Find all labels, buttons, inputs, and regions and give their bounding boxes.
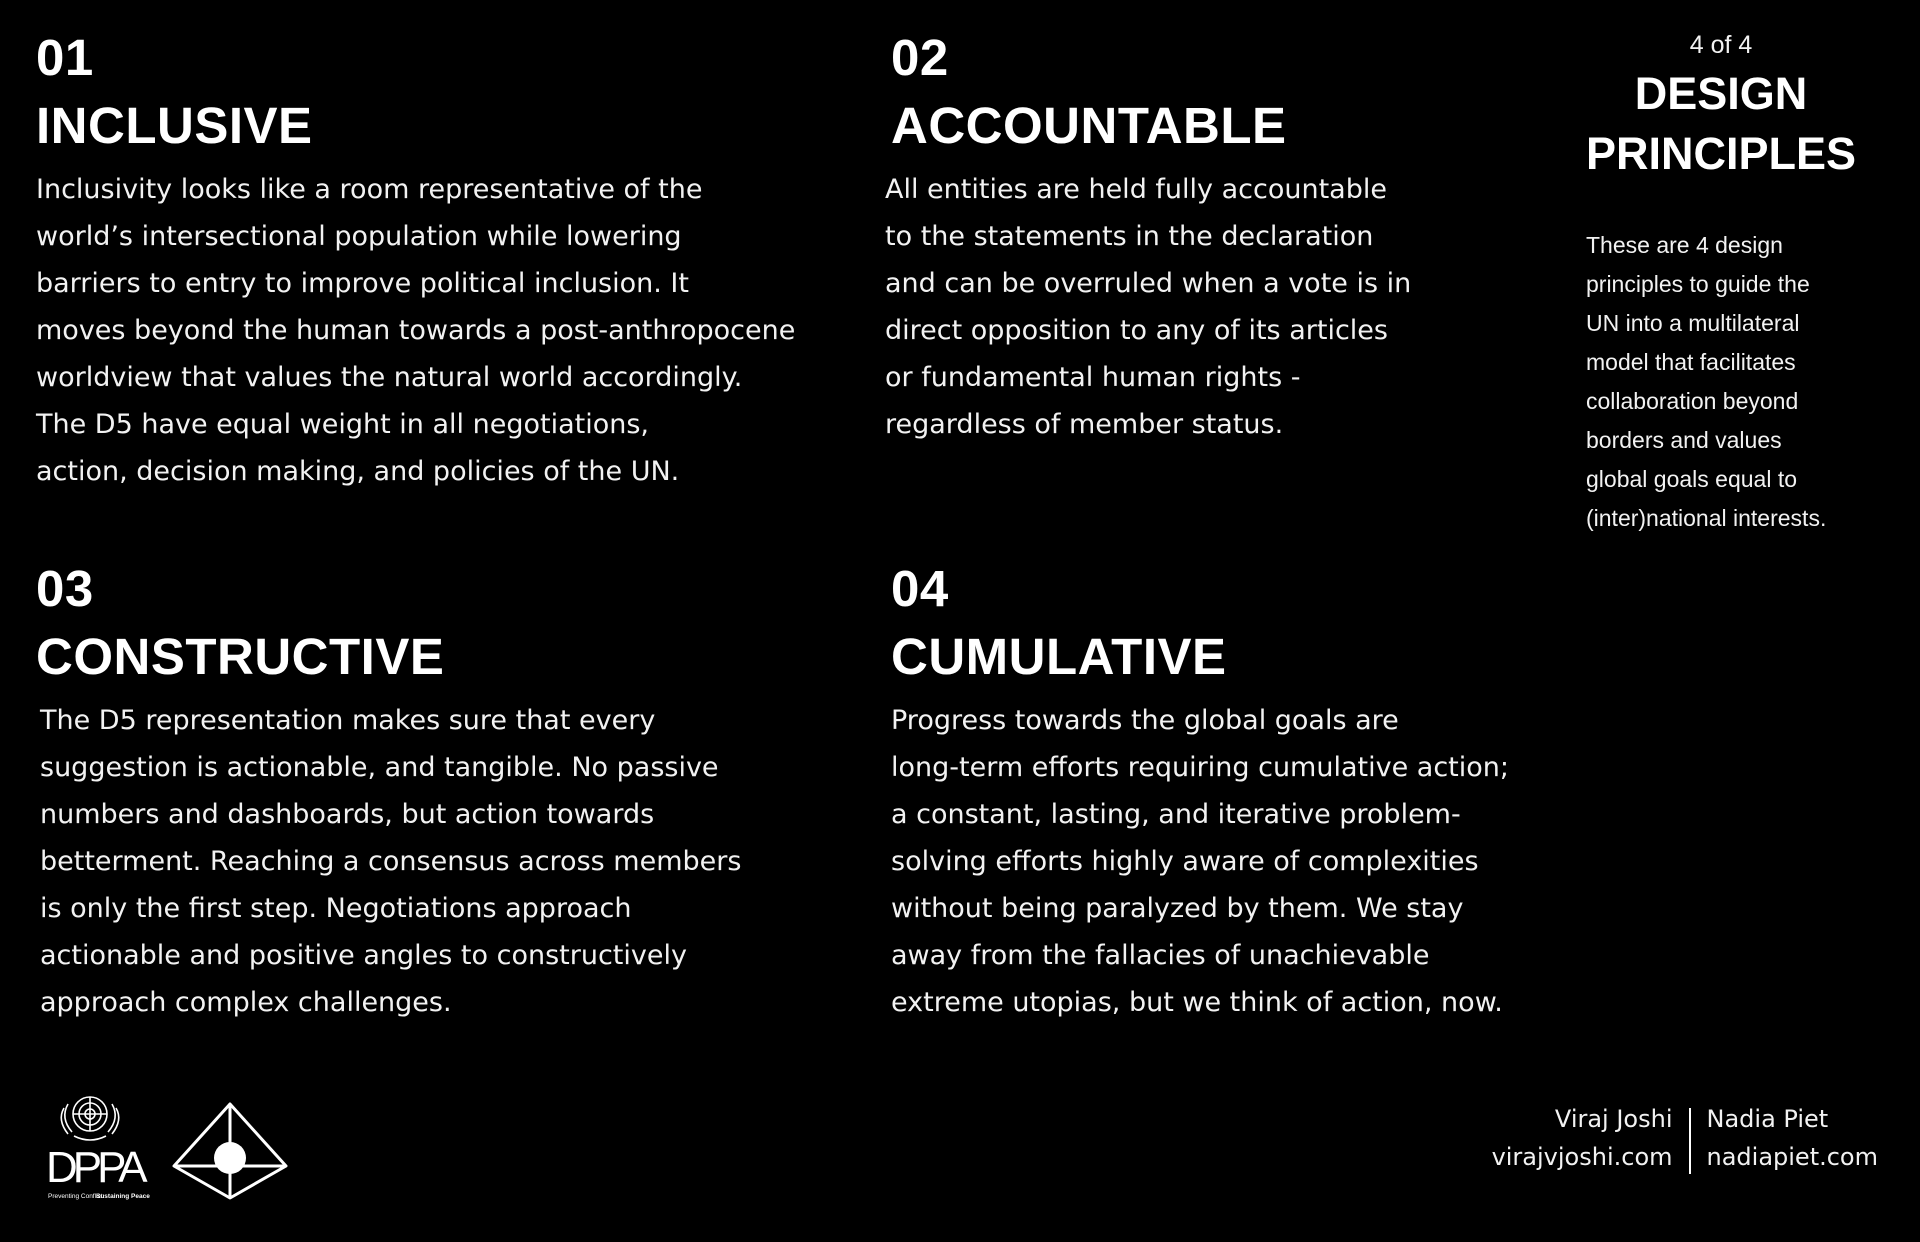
description-line: is only the first step. Negotiations approach [40,893,632,924]
sidebar-description-line: global goals equal to [1586,466,1797,492]
sidebar-description-line: borders and values [1586,427,1782,453]
principle-title: ACCOUNTABLE [891,97,1287,154]
description-line: and can be overruled when a vote is in [885,268,1412,299]
principle-cumulative [891,555,1509,1026]
description-line: numbers and dashboards, but action towards [40,799,655,830]
principle-inclusive [36,24,795,495]
sidebar-description-line: (inter)national interests. [1586,505,1827,531]
description-line: to the statements in the declaration [885,221,1374,252]
description-line: Inclusivity looks like a room representative of the [36,174,703,205]
principle-title: INCLUSIVE [36,97,313,154]
triangle-circle-icon [170,1100,290,1204]
dppa-logo [44,1140,150,1210]
principle-number: 02 [891,29,949,86]
page-count: 4 of 4 [1689,31,1753,59]
description-line: moves beyond the human towards a post-anthropocene [36,315,796,346]
author-name: Nadia Piet [1706,1105,1829,1133]
description-line: barriers to entry to improve political inclusion. It [36,268,689,299]
author-website-link[interactable]: virajvjoshi.com [1491,1143,1673,1171]
logo-group [44,1088,304,1208]
principle-description [36,160,795,495]
description-line: direct opposition to any of its articles [885,315,1388,346]
author-website-link[interactable]: nadiapiet.com [1706,1143,1878,1171]
un-emblem-icon [50,1088,130,1146]
author-name: Viraj Joshi [1554,1105,1673,1133]
description-line: regardless of member status. [885,409,1284,440]
description-line: without being paralyzed by them. We stay [891,893,1464,924]
page-title [1566,64,1876,184]
description-line: or fundamental human rights - [885,362,1301,393]
description-line: suggestion is actionable, and tangible. No passive [40,752,719,783]
description-line: Progress towards the global goals are [891,705,1399,736]
design-principles-sidebar [1566,28,1876,538]
principle-description [885,160,1411,448]
sidebar-description-line: model that facilitates [1586,349,1796,375]
sidebar-description-line: principles to guide the [1586,271,1810,297]
principle-accountable [885,24,1412,448]
sidebar-description-line: collaboration beyond [1586,388,1799,414]
credit-viraj [1492,1100,1689,1176]
description-line: actionable and positive angles to constructively [40,940,687,971]
principle-number: 04 [891,560,949,617]
description-line: action, decision making, and policies of the UN. [36,456,680,487]
page-title-line: DESIGN [1634,68,1808,119]
description-line: extreme utopias, but we think of action, now. [891,987,1503,1018]
description-line: The D5 representation makes sure that every [40,705,656,736]
dppa-tagline-a: Preventing Conflict. [48,1193,105,1200]
principle-title: CONSTRUCTIVE [36,628,445,685]
credit-nadia [1691,1100,1879,1176]
description-line: approach complex challenges. [40,987,452,1018]
description-line: long-term efforts requiring cumulative action; [891,752,1509,783]
description-line: solving efforts highly aware of complexities [891,846,1479,877]
principle-number: 01 [36,29,94,86]
description-line: All entities are held fully accountable [885,174,1387,205]
description-line: betterment. Reaching a consensus across members [40,846,742,877]
description-line: worldview that values the natural world accordingly. [36,362,743,393]
description-line: away from the fallacies of unachievable [891,940,1430,971]
dppa-tagline-b: Sustaining Peace [96,1193,150,1200]
sidebar-description-line: UN into a multilateral [1586,310,1800,336]
credits [1492,1100,1878,1176]
principle-description [40,691,741,1026]
description-line: The D5 have equal weight in all negotiations, [36,409,649,440]
page-title-line: PRINCIPLES [1585,128,1857,179]
sidebar-description [1566,226,1876,538]
description-line: a constant, lasting, and iterative problem- [891,799,1461,830]
description-line: world’s intersectional population while lowering [36,221,682,252]
principle-number: 03 [36,560,94,617]
dppa-text: DPPA [46,1143,143,1192]
principle-description [891,691,1509,1026]
principle-title: CUMULATIVE [891,628,1227,685]
principle-constructive [36,555,741,1026]
sidebar-description-line: These are 4 design [1586,232,1783,258]
